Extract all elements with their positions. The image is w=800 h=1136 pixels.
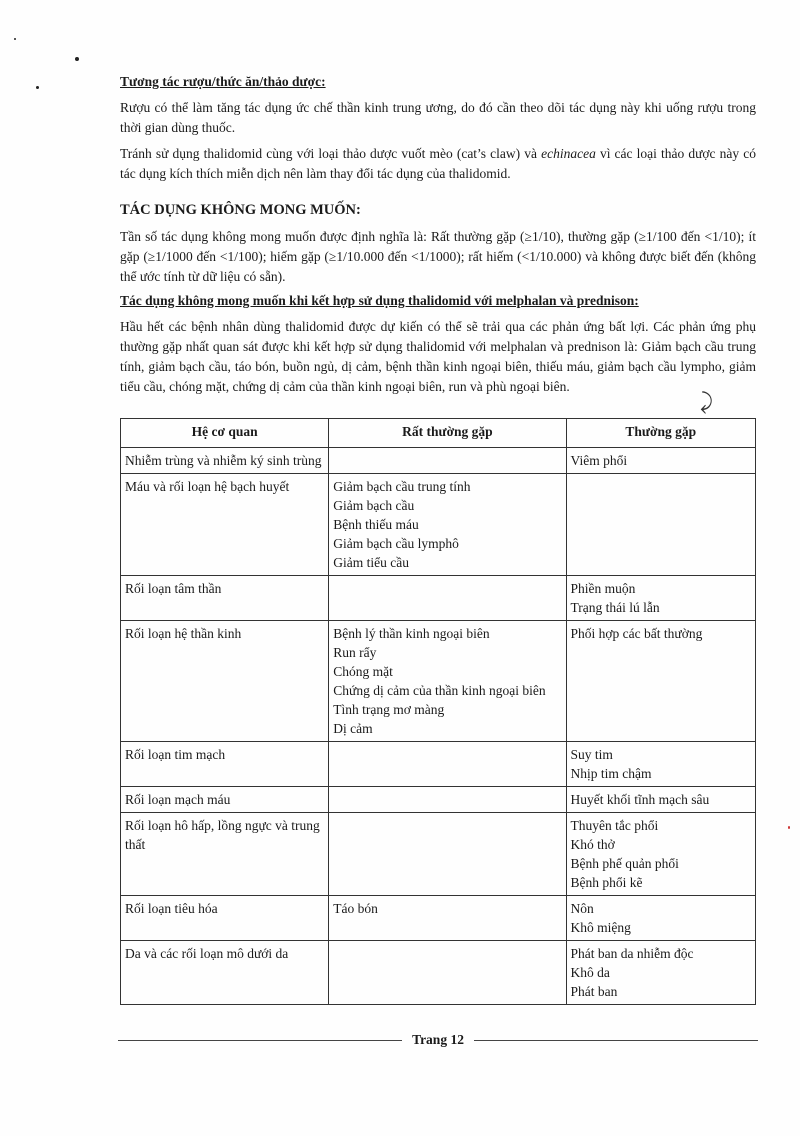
very-common-cell <box>329 742 566 787</box>
organ-system-cell: Rối loạn hệ thần kinh <box>121 621 329 742</box>
common-cell <box>566 448 755 474</box>
alcohol-paragraph: Rượu có thể làm tăng tác dụng ức chế thần kinh trung ương, do đó cần theo dõi tác dụng này khi uống rượu trong thời gian dùng thuốc. <box>120 100 756 135</box>
footer-rule-right <box>474 1040 758 1041</box>
effect-item: Nôn <box>570 901 594 916</box>
effect-item: Thuyên tắc phổi <box>570 818 659 833</box>
table-row <box>121 576 756 621</box>
very-common-cell <box>329 621 566 742</box>
effect-item: Huyết khối tĩnh mạch sâu <box>570 792 710 807</box>
table-header-row <box>121 419 756 448</box>
very-common-cell <box>329 787 566 813</box>
effect-item: Giảm tiểu cầu <box>333 555 409 570</box>
table-row <box>121 448 756 474</box>
very-common-cell <box>329 896 566 941</box>
herbal-text-start: Tránh sử dụng thalidomid cùng với loại thảo dược vuốt mèo (cat’s claw) và <box>120 146 542 161</box>
effect-item: Phát ban <box>570 984 618 999</box>
echinacea-term: echinacea <box>541 146 596 161</box>
herbal-paragraph <box>120 144 756 184</box>
header-organ-system: Hệ cơ quan <box>121 419 329 448</box>
effect-item: Suy tim <box>570 747 613 762</box>
effect-item: Phiền muộn <box>570 581 636 596</box>
page-number: Trang 12 <box>412 1032 464 1047</box>
very-common-cell <box>329 813 566 896</box>
organ-system-cell: Rối loạn mạch máu <box>121 787 329 813</box>
very-common-cell <box>329 448 566 474</box>
effect-item: Chóng mặt <box>333 664 393 679</box>
effect-item: Khó thở <box>570 837 615 852</box>
adverse-effects-heading: TÁC DỤNG KHÔNG MONG MUỐN: <box>120 202 361 218</box>
common-cell <box>566 813 755 896</box>
handwritten-mark: ⤸ <box>700 390 714 415</box>
common-cell <box>566 787 755 813</box>
adverse-effects-table <box>120 418 756 1005</box>
very-common-cell <box>329 474 566 576</box>
footer-rule-left <box>118 1040 402 1041</box>
common-cell <box>566 896 755 941</box>
header-very-common: Rất thường gặp <box>329 419 566 448</box>
effect-item: Run rẩy <box>333 645 377 660</box>
common-cell <box>566 941 755 1005</box>
common-cell <box>566 742 755 787</box>
effect-item: Khô da <box>570 965 610 980</box>
herbal-text-end: vì các loại thảo dược này có tác dụng kích thích miễn dịch nên làm thay đổi tác dụng của thalidomid. <box>120 146 756 181</box>
table-row <box>121 621 756 742</box>
effect-item: Nhịp tim chậm <box>570 766 652 781</box>
effect-item: Bệnh thiếu máu <box>333 517 419 532</box>
combination-paragraph: Hầu hết các bệnh nhân dùng thalidomid được dự kiến có thể sẽ trải qua các phản ứng bất lợi. Các phản ứng phụ thường gặp nhất quan sát được khi kết hợp sử dụng thalidomid với melphalan và prednison là: Giảm bạch cầu trung tính, giảm bạch cầu, táo bón, buồn ngủ, dị cảm, bệnh thần kinh ngoại biên, thiếu máu, giảm bạch cầu lympho, giảm tiểu cầu, chóng mặt, chứng dị cảm của thần kinh ngoại biên, run và phù ngoại biên. <box>120 319 756 394</box>
effect-item: Tình trạng mơ màng <box>333 702 445 717</box>
common-cell <box>566 621 755 742</box>
organ-system-cell: Rối loạn tiêu hóa <box>121 896 329 941</box>
scan-speck <box>788 826 790 829</box>
header-common: Thường gặp <box>566 419 755 448</box>
table-row <box>121 742 756 787</box>
scan-speck <box>36 86 39 89</box>
frequency-definition-paragraph: Tần số tác dụng không mong muốn được định nghĩa là: Rất thường gặp (≥1/10), thường gặp (≥1/100 đến <1/10); ít gặp (≥1/1000 đến <1/100); hiếm gặp (≥1/10.000 đến <1/1000); rất hiếm (<1/10.000) và không được biết đến (không thể ước tính từ dữ liệu có sẵn). <box>120 229 756 284</box>
scan-speck <box>75 57 79 61</box>
organ-system-cell: Rối loạn tâm thần <box>121 576 329 621</box>
very-common-cell <box>329 941 566 1005</box>
effect-item: Dị cảm <box>333 721 373 736</box>
effect-item: Chứng dị cảm của thần kinh ngoại biên <box>333 683 546 698</box>
effect-item: Trạng thái lú lẫn <box>570 600 660 615</box>
effect-item: Giảm bạch cầu trung tính <box>333 479 471 494</box>
page-footer <box>118 1030 758 1050</box>
organ-system-cell: Máu và rối loạn hệ bạch huyết <box>121 474 329 576</box>
table-row <box>121 896 756 941</box>
effect-item: Bệnh phổi kẽ <box>570 875 643 890</box>
effect-item: Viêm phổi <box>570 453 628 468</box>
effect-item: Phát ban da nhiễm độc <box>570 946 694 961</box>
organ-system-cell: Rối loạn hô hấp, lồng ngực và trung thất <box>121 813 329 896</box>
common-cell <box>566 474 755 576</box>
organ-system-cell: Nhiễm trùng và nhiễm ký sinh trùng <box>121 448 329 474</box>
common-cell <box>566 576 755 621</box>
effect-item: Giảm bạch cầu lymphô <box>333 536 459 551</box>
table-row <box>121 941 756 1005</box>
combination-heading: Tác dụng không mong muốn khi kết hợp sử dụng thalidomid với melphalan và prednison: <box>120 293 639 308</box>
organ-system-cell: Da và các rối loạn mô dưới da <box>121 941 329 1005</box>
table-body <box>121 448 756 1005</box>
interaction-heading: Tương tác rượu/thức ăn/thảo dược: <box>120 74 326 89</box>
effect-item: Phối hợp các bất thường <box>570 626 703 641</box>
effect-item: Táo bón <box>333 901 378 916</box>
table-row <box>121 813 756 896</box>
effect-item: Giảm bạch cầu <box>333 498 415 513</box>
effect-item: Bệnh lý thần kinh ngoại biên <box>333 626 490 641</box>
effect-item: Khô miệng <box>570 920 631 935</box>
body-text <box>120 74 756 403</box>
table-row <box>121 787 756 813</box>
very-common-cell <box>329 576 566 621</box>
organ-system-cell: Rối loạn tim mạch <box>121 742 329 787</box>
table-row <box>121 474 756 576</box>
effect-item: Bệnh phế quản phổi <box>570 856 679 871</box>
scan-speck <box>14 38 16 40</box>
